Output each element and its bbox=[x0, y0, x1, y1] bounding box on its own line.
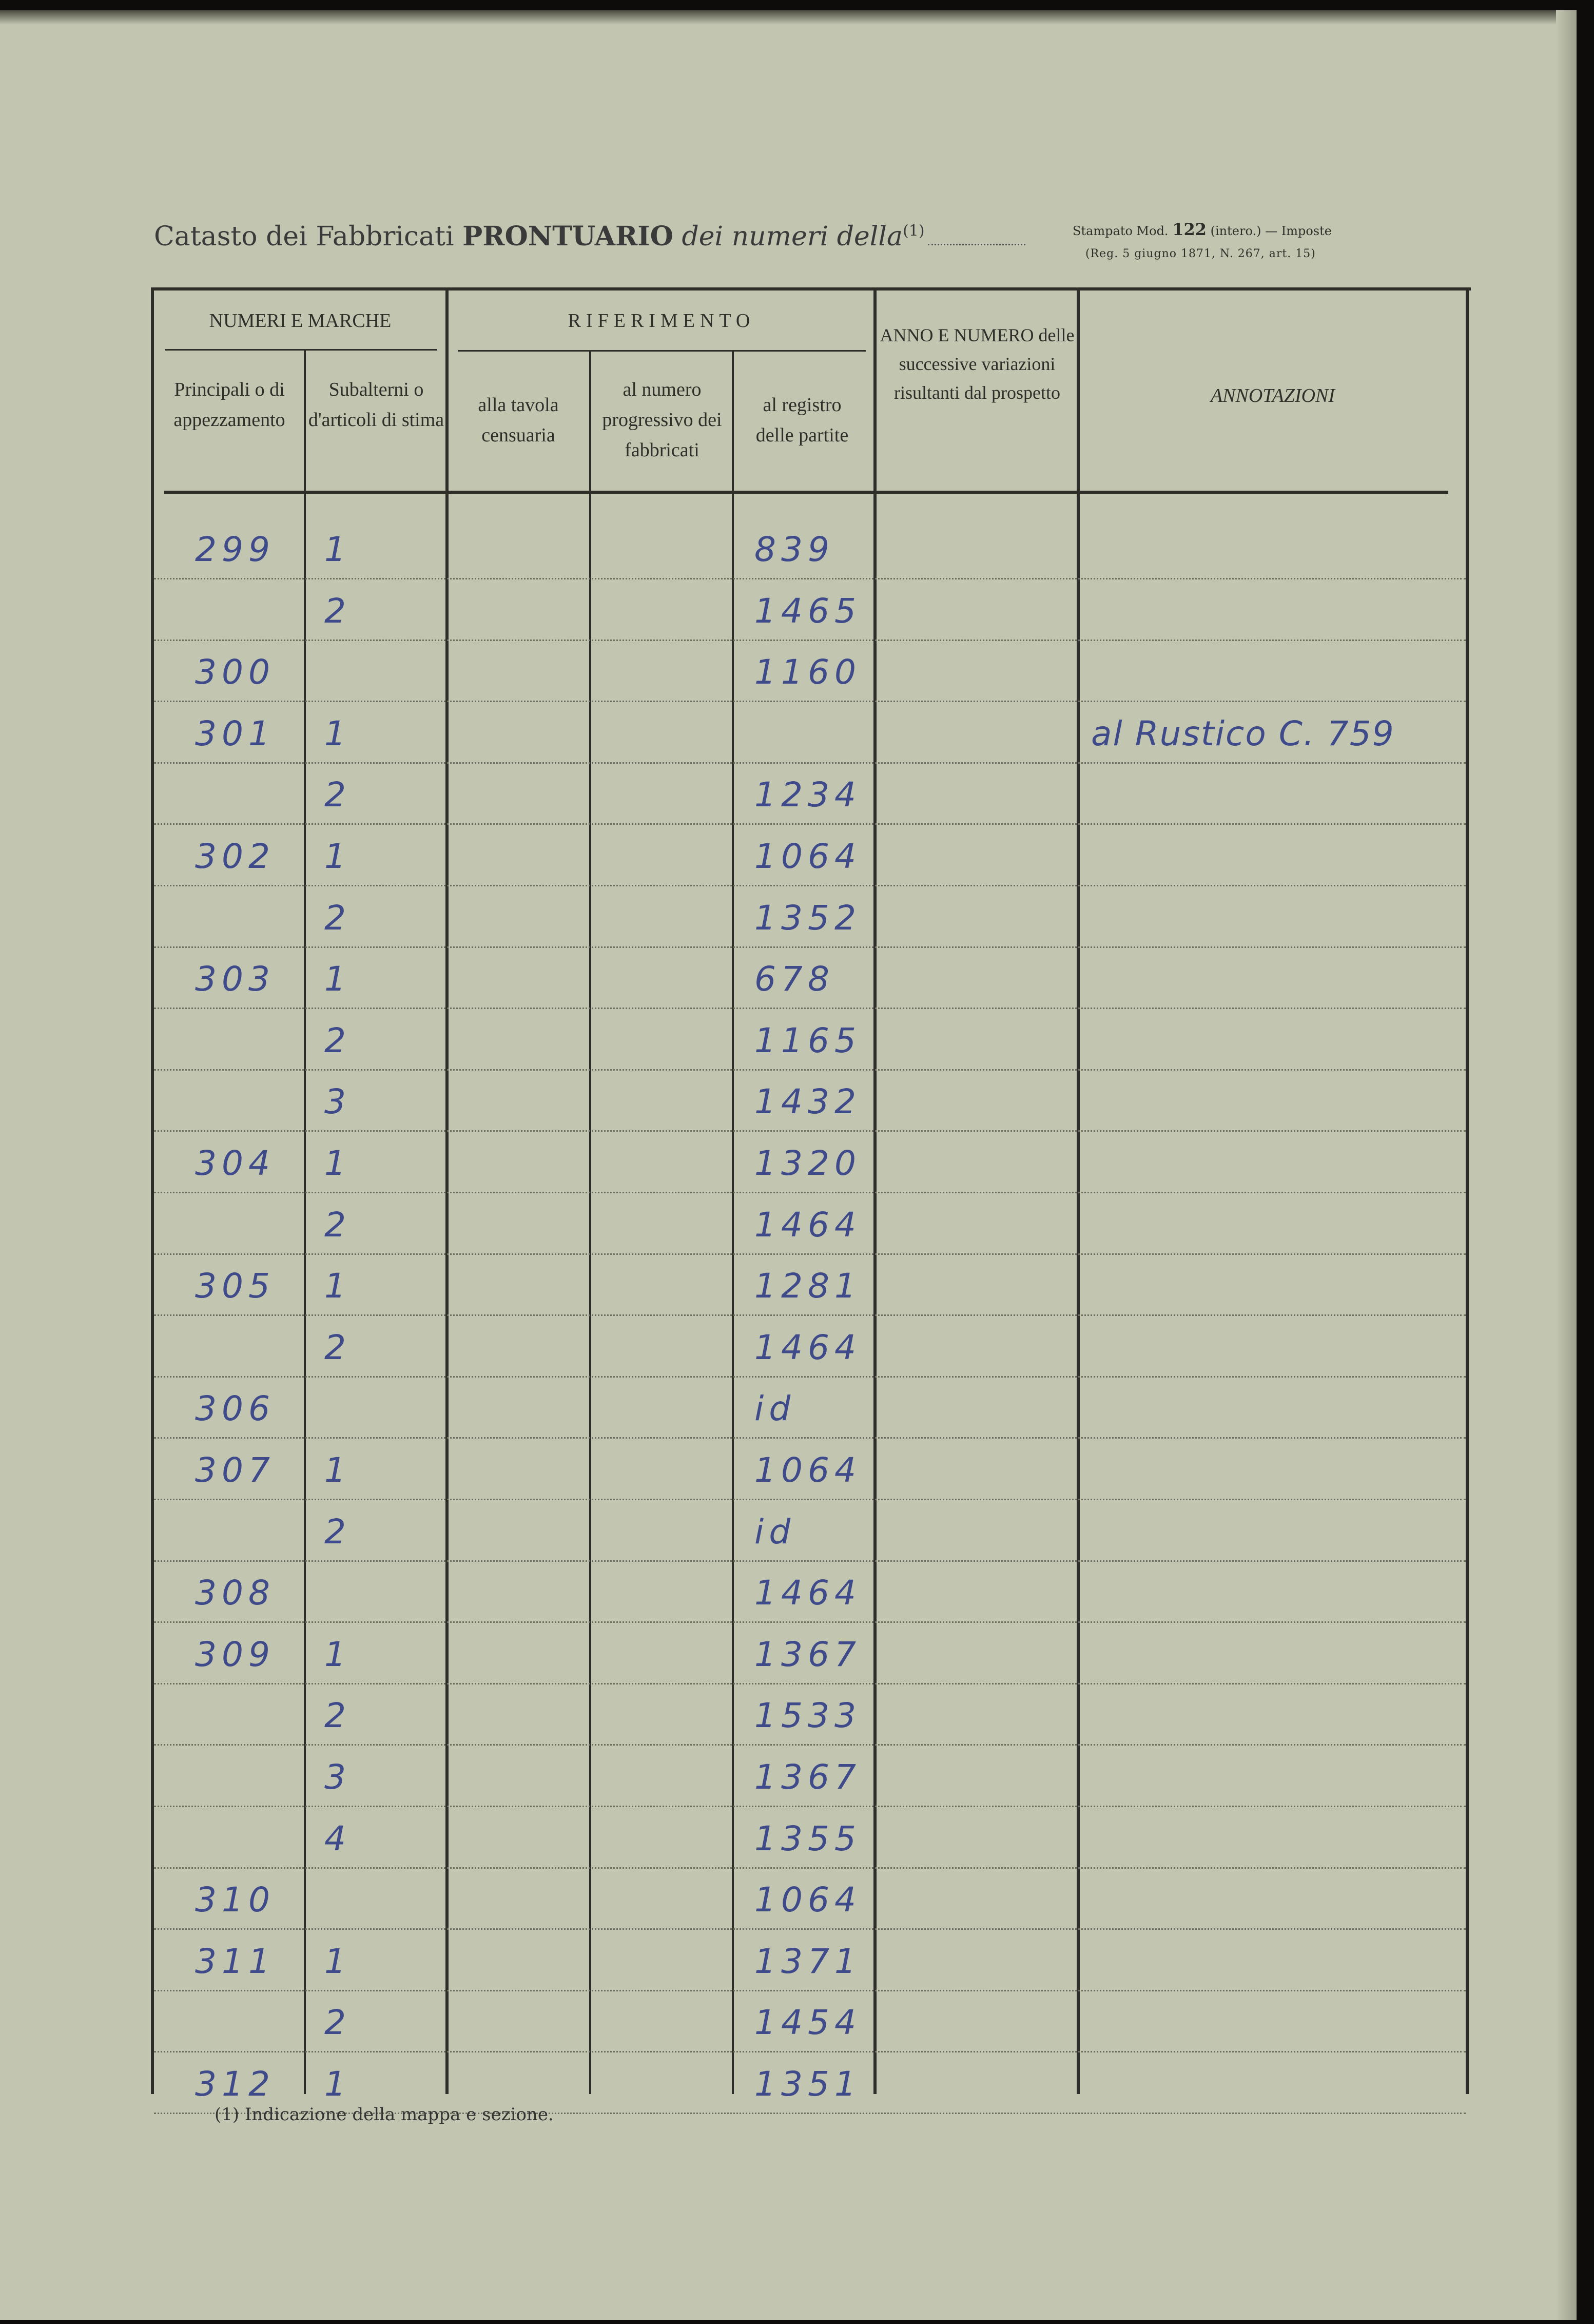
cell-partita: 1367 bbox=[754, 1757, 861, 1797]
cell-subalterno: 2 bbox=[324, 1696, 351, 1736]
cell-partita: 1464 bbox=[754, 1327, 861, 1367]
cell-subalterno: 2 bbox=[324, 1205, 351, 1245]
header-principali: Principali o di appezzamento bbox=[173, 379, 285, 431]
page-right-edge bbox=[1556, 10, 1577, 2320]
cell-principale: 309 bbox=[195, 1634, 275, 1674]
header-registro-partite: al registro delle partite bbox=[755, 394, 849, 446]
cell-subalterno: 1 bbox=[324, 1634, 351, 1674]
row-rule bbox=[154, 1560, 1466, 1562]
cell-principale: 299 bbox=[195, 530, 275, 569]
row-rule bbox=[154, 885, 1466, 886]
header-annotazioni: ANNOTAZIONI bbox=[1210, 385, 1335, 406]
cell-principale: 304 bbox=[195, 1144, 275, 1183]
row-rule bbox=[154, 578, 1466, 579]
cell-subalterno: 1 bbox=[324, 1450, 351, 1490]
col-divider-4 bbox=[732, 350, 734, 2094]
row-rule bbox=[154, 1376, 1466, 1378]
cell-principale: 312 bbox=[195, 2064, 275, 2104]
row-rule bbox=[154, 1314, 1466, 1316]
stamp-model-number: 122 bbox=[1172, 220, 1207, 239]
cell-subalterno: 1 bbox=[324, 1941, 351, 1981]
cell-subalterno: 2 bbox=[324, 898, 351, 938]
print-stamp bbox=[1073, 220, 1332, 239]
document-page bbox=[0, 10, 1577, 2320]
cell-partita: 1064 bbox=[754, 837, 861, 876]
header-tavola-censuaria: alla tavola censuaria bbox=[478, 394, 559, 446]
cell-partita: 1352 bbox=[754, 898, 861, 938]
row-rule bbox=[154, 946, 1466, 948]
cell-subalterno: 3 bbox=[324, 1757, 351, 1797]
header-subalterni: Subalterni o d'articoli di stima bbox=[308, 379, 444, 431]
cell-subalterno: 2 bbox=[324, 1512, 351, 1552]
title-italic: dei numeri della bbox=[682, 221, 903, 252]
row-rule bbox=[154, 1499, 1466, 1500]
cell-subalterno: 3 bbox=[324, 1082, 351, 1122]
cell-partita: 1367 bbox=[754, 1634, 861, 1674]
group-divider-numeri bbox=[165, 349, 437, 351]
cell-subalterno: 1 bbox=[324, 713, 351, 753]
row-rule bbox=[154, 823, 1466, 825]
cell-partita: 1351 bbox=[754, 2064, 861, 2104]
row-rule bbox=[154, 1008, 1466, 1009]
header-numeri-e-marche: NUMERI E MARCHE bbox=[209, 310, 392, 332]
cell-annotazione: al Rustico C. 759 bbox=[1091, 713, 1395, 753]
cell-partita: 1465 bbox=[754, 591, 861, 631]
cell-partita: 1320 bbox=[754, 1144, 861, 1183]
cell-subalterno: 1 bbox=[324, 1144, 351, 1183]
cell-subalterno: 2 bbox=[324, 1020, 351, 1060]
cell-subalterno: 1 bbox=[324, 2064, 351, 2104]
cell-partita: 1432 bbox=[754, 1082, 861, 1122]
row-rule bbox=[154, 1990, 1466, 1991]
cell-partita: 1464 bbox=[754, 1573, 861, 1613]
page-title bbox=[154, 221, 1025, 252]
cell-partita: 1064 bbox=[754, 1880, 861, 1920]
cell-principale: 301 bbox=[195, 713, 275, 753]
header-bottom-border bbox=[164, 491, 1448, 494]
cell-partita: 1064 bbox=[754, 1450, 861, 1490]
cell-principale: 303 bbox=[195, 959, 275, 999]
stamp-model-note: (intero.) — Imposte bbox=[1210, 224, 1332, 238]
cell-subalterno: 4 bbox=[324, 1818, 351, 1858]
cell-partita: 1165 bbox=[754, 1020, 861, 1060]
row-rule bbox=[154, 1130, 1466, 1132]
col-divider-3 bbox=[589, 350, 591, 2094]
cell-partita: 1371 bbox=[754, 1941, 861, 1981]
cell-partita: 678 bbox=[754, 959, 834, 999]
row-rule bbox=[154, 1192, 1466, 1193]
cell-partita: 1234 bbox=[754, 775, 861, 815]
cell-subalterno: 1 bbox=[324, 837, 351, 876]
row-rule bbox=[154, 1437, 1466, 1439]
header-numero-progressivo: al numero progressivo dei fabbricati bbox=[602, 379, 722, 461]
title-bold: PRONTUARIO bbox=[462, 221, 673, 252]
row-rule bbox=[154, 701, 1466, 702]
cell-subalterno: 1 bbox=[324, 530, 351, 569]
table-left-border bbox=[151, 287, 154, 2094]
cell-principale: 300 bbox=[195, 652, 275, 692]
cell-partita: 1355 bbox=[754, 1818, 861, 1858]
title-fill-line bbox=[928, 244, 1025, 245]
footnote: (1) Indicazione della mappa e sezione. bbox=[215, 2104, 554, 2125]
cell-subalterno: 1 bbox=[324, 1266, 351, 1306]
table-right-border bbox=[1466, 290, 1469, 2094]
row-rule bbox=[154, 1253, 1466, 1255]
cell-partita: 1464 bbox=[754, 1205, 861, 1245]
cell-partita: 839 bbox=[754, 530, 834, 569]
cell-partita: 1281 bbox=[754, 1266, 861, 1306]
row-rule bbox=[154, 1806, 1466, 1807]
row-rule bbox=[154, 1069, 1466, 1071]
cell-subalterno: 2 bbox=[324, 1327, 351, 1367]
page-top-edge bbox=[0, 10, 1577, 25]
cell-partita: 1533 bbox=[754, 1696, 861, 1736]
col-divider-1 bbox=[304, 349, 306, 2094]
row-rule bbox=[154, 1928, 1466, 1930]
cell-subalterno: 2 bbox=[324, 775, 351, 815]
cell-principale: 308 bbox=[195, 1573, 275, 1613]
cell-subalterno: 2 bbox=[324, 591, 351, 631]
header-anno-e-numero: ANNO E NUMERO delle successive variazioni risultanti dal prospetto bbox=[880, 325, 1075, 403]
title-note: (1) bbox=[903, 222, 925, 240]
cell-principale: 307 bbox=[195, 1450, 275, 1490]
cell-partita: id bbox=[754, 1389, 796, 1429]
group-divider-riferimento bbox=[458, 350, 866, 352]
cell-principale: 306 bbox=[195, 1389, 275, 1429]
cell-partita: id bbox=[754, 1512, 796, 1552]
cell-principale: 302 bbox=[195, 837, 275, 876]
print-regulation: (Reg. 5 giugno 1871, N. 267, art. 15) bbox=[1085, 247, 1316, 260]
row-rule bbox=[154, 2051, 1466, 2052]
cell-principale: 310 bbox=[195, 1880, 275, 1920]
row-rule bbox=[154, 762, 1466, 764]
cell-subalterno: 1 bbox=[324, 959, 351, 999]
row-rule bbox=[154, 1621, 1466, 1623]
title-prefix: Catasto dei Fabbricati bbox=[154, 221, 454, 252]
table-top-border bbox=[153, 287, 1471, 290]
cell-partita: 1160 bbox=[754, 652, 861, 692]
row-rule bbox=[154, 1683, 1466, 1684]
row-rule bbox=[154, 1867, 1466, 1869]
cell-principale: 311 bbox=[195, 1941, 275, 1981]
row-rule bbox=[154, 1744, 1466, 1746]
row-rule bbox=[154, 640, 1466, 641]
cell-subalterno: 2 bbox=[324, 2003, 351, 2043]
header-riferimento: RIFERIMENTO bbox=[568, 310, 755, 332]
cell-principale: 305 bbox=[195, 1266, 275, 1306]
stamp-label: Stampato Mod. bbox=[1073, 224, 1169, 238]
cell-partita: 1454 bbox=[754, 2003, 861, 2043]
